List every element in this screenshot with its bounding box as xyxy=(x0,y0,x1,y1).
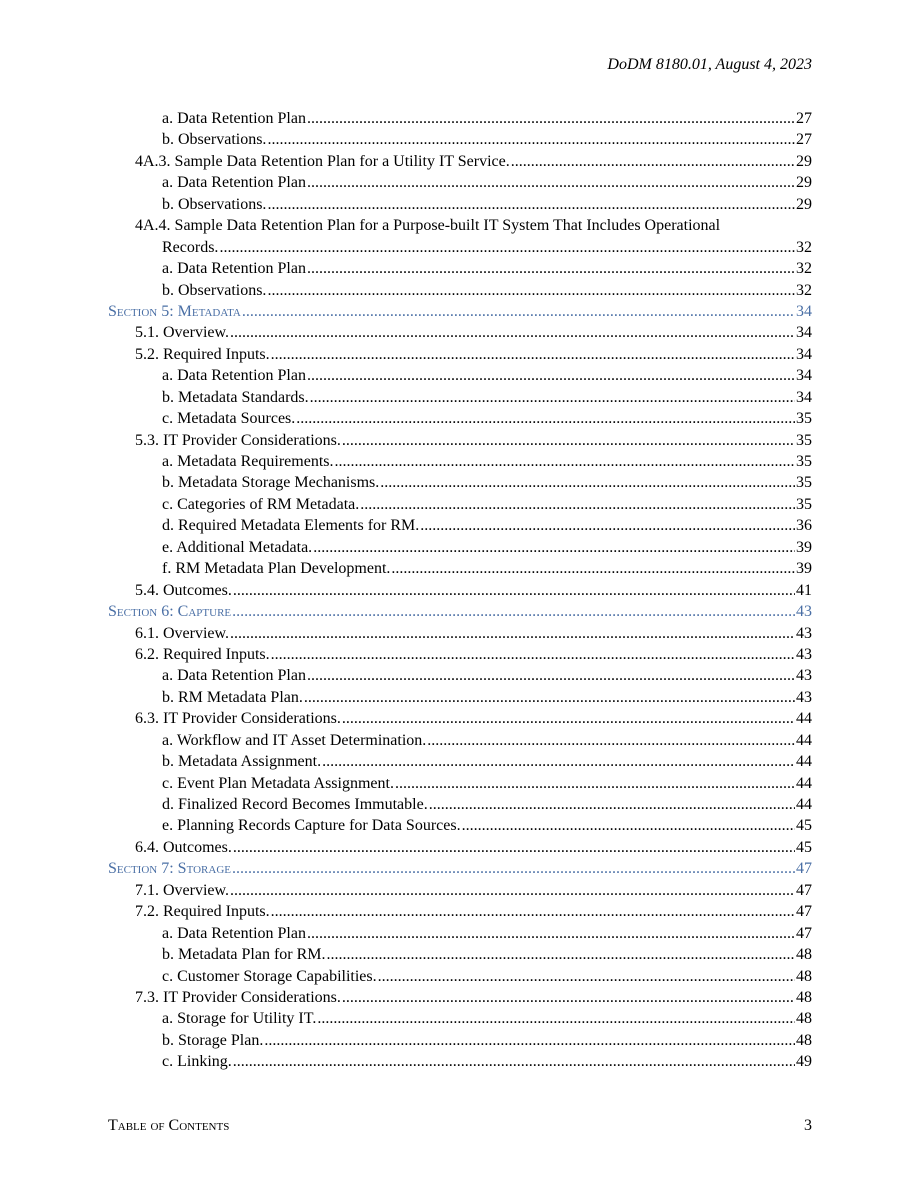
toc-entry-label: b. RM Metadata Plan. xyxy=(162,688,303,706)
toc-entry-label: b. Metadata Plan for RM. xyxy=(162,946,326,964)
toc-entry-label: a. Storage for Utility IT. xyxy=(162,1010,317,1028)
toc-entry-label: b. Metadata Storage Mechanisms. xyxy=(162,474,380,492)
toc-dot-leader xyxy=(395,773,795,794)
toc-page-number: 43 xyxy=(796,667,812,685)
toc-dot-leader xyxy=(307,108,795,129)
toc-entry[interactable] xyxy=(108,108,812,129)
toc-entry-label: Records. xyxy=(162,238,219,256)
toc-page-number: 48 xyxy=(796,988,812,1006)
toc-entry[interactable] xyxy=(108,280,812,301)
toc-dot-leader xyxy=(310,387,795,408)
toc-entry[interactable] xyxy=(108,322,812,343)
toc-entry-label: a. Workflow and IT Asset Determination. xyxy=(162,731,427,749)
toc-entry[interactable] xyxy=(108,773,812,794)
toc-dot-leader xyxy=(267,280,795,301)
toc-page-number: 35 xyxy=(796,495,812,513)
toc-entry[interactable] xyxy=(108,1008,812,1029)
toc-page-number: 44 xyxy=(796,774,812,792)
toc-page-number: 35 xyxy=(796,410,812,428)
page-footer xyxy=(108,1117,812,1135)
toc-page-number: 35 xyxy=(796,453,812,470)
toc-entry[interactable] xyxy=(108,558,812,579)
toc-entry[interactable] xyxy=(108,901,812,922)
toc-entry-label: Section 6: Capture xyxy=(108,603,232,621)
toc-entry-label: d. Finalized Record Becomes Immutable. xyxy=(162,796,428,813)
toc-dot-leader xyxy=(313,537,795,558)
toc-entry-label: 4A.4. Sample Data Retention Plan for a Purpose-built IT System That Includes Operational xyxy=(135,217,721,235)
toc-entry[interactable] xyxy=(108,708,812,729)
toc-dot-leader xyxy=(429,794,795,815)
toc-entry[interactable] xyxy=(108,966,812,987)
toc-dot-leader xyxy=(271,901,795,922)
toc-dot-leader xyxy=(267,129,795,150)
toc-page-number: 39 xyxy=(796,560,812,578)
toc-dot-leader xyxy=(267,194,795,215)
toc-entry[interactable] xyxy=(108,815,812,836)
toc-dot-leader xyxy=(307,923,795,944)
toc-entry-label: c. Linking. xyxy=(162,1053,232,1071)
toc-dot-leader xyxy=(219,237,795,258)
toc-entry[interactable] xyxy=(108,537,812,558)
toc-entry-label: a. Data Retention Plan xyxy=(162,174,306,192)
toc-entry-label: 6.1. Overview. xyxy=(135,624,230,642)
toc-dot-leader xyxy=(462,815,795,836)
toc-dot-leader xyxy=(232,858,795,879)
toc-page-number: 48 xyxy=(796,967,812,985)
toc-entry-label: 5.3. IT Provider Considerations. xyxy=(135,431,341,449)
toc-entry-label: f. RM Metadata Plan Development. xyxy=(162,560,391,578)
toc-entry-label: c. Metadata Sources. xyxy=(162,410,296,428)
toc-entry-label: b. Observations. xyxy=(162,281,267,299)
toc-page-number: 34 xyxy=(796,367,812,385)
footer-title: Table of Contents xyxy=(108,1117,230,1134)
toc-entry-label: a. Metadata Requirements. xyxy=(162,453,334,470)
toc-entry[interactable] xyxy=(108,215,812,236)
toc-dot-leader xyxy=(420,515,795,536)
toc-page-number: 44 xyxy=(796,753,812,771)
toc-dot-leader xyxy=(342,708,795,729)
toc-page-number: 44 xyxy=(796,731,812,749)
toc-dot-leader xyxy=(342,430,795,451)
toc-dot-leader xyxy=(233,837,795,858)
toc-dot-leader xyxy=(391,558,795,579)
toc-page-number: 45 xyxy=(796,817,812,835)
toc-page-number: 44 xyxy=(796,710,812,728)
toc-page-number: 29 xyxy=(796,174,812,192)
toc-dot-leader xyxy=(378,966,795,987)
toc-page-number: 44 xyxy=(796,796,812,813)
toc-entry[interactable] xyxy=(108,580,812,601)
toc-page-number: 34 xyxy=(796,302,812,320)
toc-entry-label: b. Metadata Assignment. xyxy=(162,753,322,771)
toc-dot-leader xyxy=(511,151,795,172)
toc-dot-leader xyxy=(230,623,795,644)
toc-dot-leader xyxy=(232,601,795,622)
table-of-contents xyxy=(108,108,812,1073)
page-number: 3 xyxy=(804,1117,812,1134)
toc-page-number: 32 xyxy=(796,281,812,299)
toc-dot-leader xyxy=(307,365,795,386)
toc-entry[interactable] xyxy=(108,987,812,1008)
document-header: DoDM 8180.01, August 4, 2023 xyxy=(607,56,812,73)
toc-dot-leader xyxy=(380,472,795,493)
toc-page-number: 47 xyxy=(796,924,812,942)
toc-dot-leader xyxy=(230,322,795,343)
toc-entry-label: 6.2. Required Inputs. xyxy=(135,645,270,663)
toc-entry[interactable] xyxy=(108,515,812,536)
toc-entry[interactable] xyxy=(108,494,812,515)
toc-entry-label: a. Data Retention Plan xyxy=(162,667,306,685)
toc-entry[interactable] xyxy=(108,794,812,815)
toc-entry-label: 6.4. Outcomes. xyxy=(135,838,232,856)
toc-page-number: 47 xyxy=(796,903,812,921)
toc-entry-label: a. Data Retention Plan xyxy=(162,260,306,278)
toc-entry[interactable] xyxy=(108,623,812,644)
toc-dot-leader xyxy=(264,1030,795,1051)
toc-page-number: 41 xyxy=(796,581,812,599)
toc-entry-label: c. Customer Storage Capabilities. xyxy=(162,967,377,985)
toc-page-number: 43 xyxy=(796,645,812,663)
toc-entry-label: 5.1. Overview. xyxy=(135,324,230,342)
toc-entry[interactable] xyxy=(108,665,812,686)
toc-dot-leader xyxy=(360,494,795,515)
toc-page-number: 43 xyxy=(796,624,812,642)
toc-page-number: 27 xyxy=(796,110,812,127)
toc-page-number: 47 xyxy=(796,860,812,878)
toc-entry-label: c. Categories of RM Metadata. xyxy=(162,495,360,513)
toc-section-link[interactable] xyxy=(108,301,812,322)
toc-entry[interactable] xyxy=(108,365,812,386)
toc-entry[interactable] xyxy=(108,472,812,493)
toc-page-number: 43 xyxy=(796,688,812,706)
toc-section-link[interactable] xyxy=(108,858,812,879)
toc-page-number: 47 xyxy=(796,881,812,899)
toc-entry-label: b. Storage Plan. xyxy=(162,1031,264,1049)
toc-page-number: 49 xyxy=(796,1053,812,1071)
toc-entry-label: b. Observations. xyxy=(162,195,267,213)
toc-entry[interactable] xyxy=(108,129,812,150)
toc-entry[interactable] xyxy=(108,751,812,772)
toc-dot-leader xyxy=(296,408,795,429)
toc-entry-label: 7.2. Required Inputs. xyxy=(135,903,270,921)
toc-dot-leader xyxy=(233,1051,795,1072)
toc-page-number: 29 xyxy=(796,195,812,213)
toc-page-number: 48 xyxy=(796,1031,812,1049)
toc-entry-label: c. Event Plan Metadata Assignment. xyxy=(162,774,394,792)
toc-entry[interactable] xyxy=(108,408,812,429)
toc-entry[interactable] xyxy=(108,430,812,451)
toc-dot-leader xyxy=(327,944,795,965)
toc-dot-leader xyxy=(271,344,795,365)
toc-dot-leader xyxy=(242,301,795,322)
toc-entry[interactable] xyxy=(108,730,812,751)
toc-entry-label: b. Observations. xyxy=(162,131,267,149)
toc-page-number: 39 xyxy=(796,538,812,556)
toc-dot-leader xyxy=(335,451,796,472)
toc-page-number: 27 xyxy=(796,131,812,149)
toc-entry[interactable] xyxy=(108,237,812,258)
toc-entry[interactable] xyxy=(108,258,812,279)
toc-entry-label: Section 5: Metadata xyxy=(108,302,241,320)
toc-page-number: 35 xyxy=(796,431,812,449)
toc-page-number: 48 xyxy=(796,946,812,964)
toc-entry[interactable] xyxy=(108,194,812,215)
toc-dot-leader xyxy=(427,730,795,751)
toc-entry[interactable] xyxy=(108,1051,812,1072)
toc-entry-label: a. Data Retention Plan xyxy=(162,110,306,127)
toc-entry-label: 7.3. IT Provider Considerations. xyxy=(135,988,341,1006)
toc-entry-label: e. Additional Metadata. xyxy=(162,538,313,556)
toc-entry-label: 4A.3. Sample Data Retention Plan for a Utility IT Service. xyxy=(135,152,510,170)
toc-entry-label: a. Data Retention Plan xyxy=(162,924,306,942)
toc-page-number: 34 xyxy=(796,324,812,342)
toc-page-number: 36 xyxy=(796,517,812,535)
toc-entry[interactable] xyxy=(108,1030,812,1051)
toc-entry-label: d. Required Metadata Elements for RM. xyxy=(162,517,420,535)
toc-section-link[interactable] xyxy=(108,601,812,622)
toc-entry-label: Section 7: Storage xyxy=(108,860,231,878)
toc-page-number: 29 xyxy=(796,152,812,170)
toc-entry-label: 5.4. Outcomes. xyxy=(135,581,232,599)
toc-entry-label: 6.3. IT Provider Considerations. xyxy=(135,710,341,728)
toc-entry-label: e. Planning Records Capture for Data Sources. xyxy=(162,817,461,835)
toc-page-number: 45 xyxy=(796,838,812,856)
toc-dot-leader xyxy=(304,687,795,708)
toc-entry[interactable] xyxy=(108,451,812,472)
toc-page-number: 32 xyxy=(796,260,812,278)
toc-page-number: 34 xyxy=(796,388,812,406)
toc-dot-leader xyxy=(307,258,795,279)
toc-dot-leader xyxy=(230,880,795,901)
toc-dot-leader xyxy=(317,1008,795,1029)
toc-entry-label: 7.1. Overview. xyxy=(135,881,230,899)
toc-entry[interactable] xyxy=(108,644,812,665)
toc-entry[interactable] xyxy=(108,880,812,901)
toc-entry[interactable] xyxy=(108,837,812,858)
toc-dot-leader xyxy=(322,751,795,772)
toc-dot-leader xyxy=(342,987,795,1008)
toc-entry[interactable] xyxy=(108,944,812,965)
toc-page-number: 48 xyxy=(796,1010,812,1028)
toc-entry[interactable] xyxy=(108,387,812,408)
toc-dot-leader xyxy=(307,172,795,193)
toc-page-number: 34 xyxy=(796,345,812,363)
toc-entry[interactable] xyxy=(108,923,812,944)
toc-page-number: 32 xyxy=(796,238,812,256)
toc-entry[interactable] xyxy=(108,687,812,708)
toc-entry[interactable] xyxy=(108,172,812,193)
toc-entry-label: a. Data Retention Plan xyxy=(162,367,306,385)
toc-entry-label: 5.2. Required Inputs. xyxy=(135,345,270,363)
toc-entry[interactable] xyxy=(108,344,812,365)
toc-entry-label: b. Metadata Standards. xyxy=(162,388,309,406)
toc-page-number: 43 xyxy=(796,603,812,621)
toc-dot-leader xyxy=(307,665,795,686)
toc-page-number: 35 xyxy=(796,474,812,492)
toc-entry[interactable] xyxy=(108,151,812,172)
toc-dot-leader xyxy=(271,644,795,665)
toc-dot-leader xyxy=(233,580,795,601)
